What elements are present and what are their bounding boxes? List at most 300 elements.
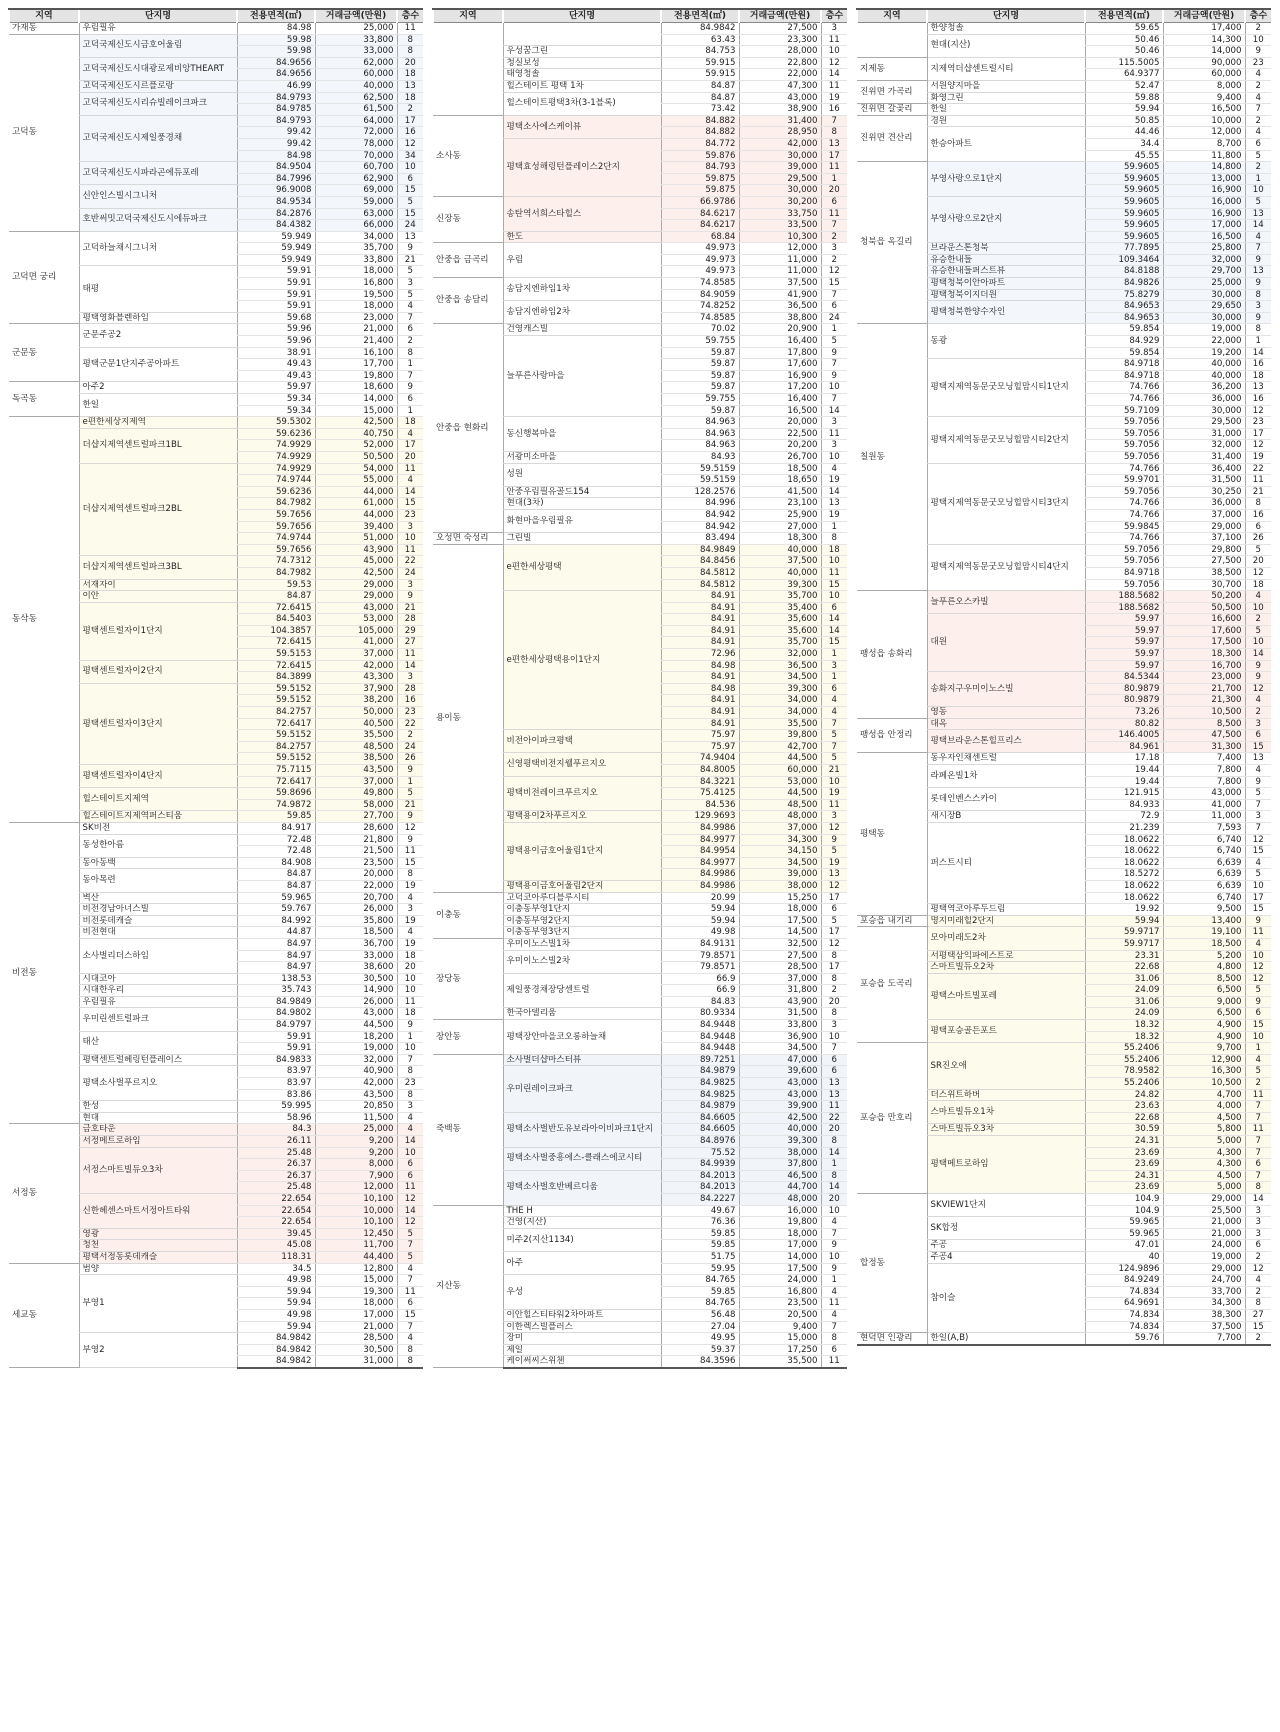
column-header: 단지명: [503, 9, 661, 23]
price-cell: 40,000: [315, 80, 397, 92]
complex-name-cell: 늘푸른오스카빌: [927, 591, 1085, 614]
price-cell: 12,000: [739, 243, 821, 255]
price-cell: 38,300: [1163, 1309, 1245, 1321]
floor-cell: 19: [821, 475, 847, 487]
area-cell: 18.0622: [1085, 846, 1163, 858]
table-column-3: [856, 8, 1271, 1346]
floor-cell: 15: [397, 185, 423, 197]
area-cell: 73.26: [1085, 707, 1163, 719]
floor-cell: 11: [821, 1298, 847, 1310]
floor-cell: 8: [1245, 324, 1271, 336]
price-cell: 37,000: [315, 776, 397, 788]
area-cell: 55.2406: [1085, 1078, 1163, 1090]
price-cell: 40,500: [315, 718, 397, 730]
price-cell: 17,700: [315, 359, 397, 371]
floor-cell: 4: [397, 1333, 423, 1345]
price-cell: 4,500: [1163, 1170, 1245, 1182]
price-cell: 17,000: [739, 1240, 821, 1252]
floor-cell: 10: [821, 46, 847, 58]
area-cell: 84.9825: [661, 1078, 739, 1090]
area-cell: 84.933: [1085, 799, 1163, 811]
column-header: 전용면적(㎡): [661, 9, 739, 23]
price-cell: 19,800: [315, 370, 397, 382]
price-cell: 38,900: [739, 104, 821, 116]
floor-cell: 11: [821, 428, 847, 440]
complex-name-cell: 부영1: [79, 1275, 237, 1333]
price-cell: 17,400: [1163, 23, 1245, 35]
floor-cell: 4: [1245, 127, 1271, 139]
area-cell: 84.9793: [237, 92, 315, 104]
floor-cell: 5: [1245, 1066, 1271, 1078]
complex-name-cell: 라페온빌1차: [927, 765, 1085, 788]
area-cell: 84.87: [661, 92, 739, 104]
price-cell: 18,600: [315, 382, 397, 394]
area-cell: 59.7056: [1085, 544, 1163, 556]
area-cell: 59.7656: [237, 521, 315, 533]
price-cell: 43,300: [315, 672, 397, 684]
area-cell: 46.99: [237, 80, 315, 92]
price-cell: 29,700: [1163, 266, 1245, 278]
area-cell: 59.5153: [237, 649, 315, 661]
price-cell: 43,900: [315, 544, 397, 556]
price-cell: 46,500: [739, 1170, 821, 1182]
area-cell: 30.59: [1085, 1124, 1163, 1136]
area-cell: 73.42: [661, 104, 739, 116]
price-cell: 43,900: [739, 996, 821, 1008]
complex-name-cell: 안중우림필유골드154: [503, 486, 661, 498]
price-cell: 55,000: [315, 475, 397, 487]
price-cell: 4,500: [1163, 1112, 1245, 1124]
area-cell: 84.6217: [661, 208, 739, 220]
area-cell: 84.765: [661, 1298, 739, 1310]
price-cell: 12,450: [315, 1228, 397, 1240]
floor-cell: 22: [397, 556, 423, 568]
region-cell: 팽성읍 송화리: [857, 591, 927, 719]
area-cell: 74.766: [1085, 509, 1163, 521]
floor-cell: 23: [397, 509, 423, 521]
price-cell: 25,900: [739, 509, 821, 521]
area-cell: 72.6415: [237, 660, 315, 672]
floor-cell: 21: [1245, 486, 1271, 498]
area-cell: 128.2576: [661, 486, 739, 498]
price-cell: 24,000: [1163, 1240, 1245, 1252]
area-cell: 59.94: [1085, 104, 1163, 116]
region-cell: 장안동: [433, 1020, 503, 1055]
area-cell: 84.9879: [661, 1101, 739, 1113]
floor-cell: 3: [397, 672, 423, 684]
area-cell: 22.654: [237, 1193, 315, 1205]
region-cell: 청북읍 옥길리: [857, 162, 927, 324]
price-cell: 34,000: [739, 707, 821, 719]
area-cell: 49.95: [661, 1333, 739, 1345]
region-cell: 칠원동: [857, 324, 927, 591]
area-cell: 84.753: [661, 46, 739, 58]
price-cell: 40,900: [315, 1066, 397, 1078]
floor-cell: 24: [397, 741, 423, 753]
area-cell: 72.6415: [237, 602, 315, 614]
area-cell: 74.766: [1085, 394, 1163, 406]
complex-name-cell: 미주2(지산1134): [503, 1228, 661, 1251]
floor-cell: 8: [1245, 1182, 1271, 1194]
floor-cell: 16: [1245, 509, 1271, 521]
area-cell: 23.31: [1085, 950, 1163, 962]
price-cell: 34,500: [739, 857, 821, 869]
price-cell: 4,000: [1163, 1101, 1245, 1113]
area-cell: 84.97: [237, 962, 315, 974]
price-cell: 25,500: [1163, 1205, 1245, 1217]
price-cell: 43,000: [1163, 788, 1245, 800]
floor-cell: 10: [1245, 1031, 1271, 1043]
floor-cell: 7: [1245, 799, 1271, 811]
price-cell: 28,500: [315, 1333, 397, 1345]
area-cell: 79.8571: [661, 962, 739, 974]
floor-cell: 9: [1245, 278, 1271, 290]
floor-cell: 7: [821, 115, 847, 127]
area-cell: 59.9717: [1085, 938, 1163, 950]
area-cell: 59.854: [1085, 347, 1163, 359]
area-cell: 84.9986: [661, 880, 739, 892]
price-cell: 37,900: [315, 683, 397, 695]
area-cell: 74.766: [1085, 463, 1163, 475]
complex-name-cell: 제일풍경채장당센트럴: [503, 973, 661, 1008]
price-cell: 10,500: [1163, 707, 1245, 719]
floor-cell: 19: [397, 915, 423, 927]
price-cell: 23,500: [739, 1298, 821, 1310]
area-cell: 84.9656: [237, 69, 315, 81]
complex-name-cell: 동성한아름: [79, 834, 237, 857]
price-cell: 51,000: [315, 533, 397, 545]
price-cell: 18,300: [1163, 649, 1245, 661]
complex-name-cell: 한도: [503, 231, 661, 243]
complex-name-cell: 소사벌리더스하임: [79, 938, 237, 973]
area-cell: 84.7982: [237, 498, 315, 510]
area-cell: 84.963: [661, 440, 739, 452]
floor-cell: 10: [821, 1251, 847, 1263]
floor-cell: 23: [397, 707, 423, 719]
area-cell: 84.6605: [661, 1124, 739, 1136]
floor-cell: 11: [1245, 1124, 1271, 1136]
floor-cell: 20: [397, 57, 423, 69]
price-cell: 17,000: [1163, 220, 1245, 232]
price-cell: 19,300: [315, 1286, 397, 1298]
complex-name-cell: 이충동부영2단지: [503, 915, 661, 927]
area-cell: 44.46: [1085, 127, 1163, 139]
complex-name-cell: 평택센트럴헤링턴플레이스: [79, 1054, 237, 1066]
price-cell: 34,500: [739, 1043, 821, 1055]
complex-name-cell: 평택효성해링턴플레이스2단지: [503, 138, 661, 196]
floor-cell: 1: [1245, 173, 1271, 185]
floor-cell: 9: [1245, 776, 1271, 788]
price-cell: 18,500: [1163, 938, 1245, 950]
complex-name-cell: 고덕국제신도시금호어울림: [79, 34, 237, 57]
price-cell: 90,000: [1163, 57, 1245, 69]
floor-cell: 8: [397, 1089, 423, 1101]
area-cell: 49.98: [237, 1309, 315, 1321]
floor-cell: 4: [397, 1124, 423, 1136]
price-cell: 22,500: [739, 428, 821, 440]
area-cell: 99.42: [237, 138, 315, 150]
area-cell: 75.52: [661, 1147, 739, 1159]
price-cell: 62,900: [315, 173, 397, 185]
area-cell: 84.9849: [237, 996, 315, 1008]
floor-cell: 6: [397, 394, 423, 406]
area-cell: 59.875: [661, 173, 739, 185]
table-row: [433, 243, 847, 255]
price-cell: 35,700: [739, 591, 821, 603]
complex-name-cell: 소사벌더샵마스터뷰: [503, 1054, 661, 1066]
floor-cell: 11: [1245, 475, 1271, 487]
area-cell: 59.96: [237, 324, 315, 336]
floor-cell: 34: [397, 150, 423, 162]
area-cell: 84.992: [237, 915, 315, 927]
area-cell: 23.63: [1085, 1101, 1163, 1113]
area-cell: 59.85: [661, 1286, 739, 1298]
floor-cell: 3: [821, 811, 847, 823]
complex-name-cell: 신안인스빌시그니처: [79, 185, 237, 208]
price-cell: 34,300: [1163, 1298, 1245, 1310]
price-cell: 21,000: [1163, 1217, 1245, 1229]
area-cell: 66.9786: [661, 196, 739, 208]
area-cell: 84.87: [237, 880, 315, 892]
region-cell: [433, 23, 503, 116]
area-cell: 84.9825: [661, 1089, 739, 1101]
price-cell: 11,000: [739, 266, 821, 278]
floor-cell: 1: [397, 359, 423, 371]
area-cell: 49.973: [661, 254, 739, 266]
area-cell: 59.37: [661, 1344, 739, 1356]
complex-name-cell: 고덕국제신도시파라곤에듀포레: [79, 162, 237, 185]
complex-name-cell: 이한렉스빌플러스: [503, 1321, 661, 1333]
price-cell: 37,000: [315, 649, 397, 661]
price-cell: 31,500: [1163, 475, 1245, 487]
price-cell: 19,800: [739, 1217, 821, 1229]
area-cell: 18.0622: [1085, 880, 1163, 892]
price-cell: 45,000: [315, 556, 397, 568]
region-cell: 죽백동: [433, 1054, 503, 1205]
area-cell: 17.18: [1085, 753, 1163, 765]
complex-name-cell: 현대(지산): [927, 34, 1085, 57]
floor-cell: 8: [1245, 1298, 1271, 1310]
table-row: [857, 1193, 1271, 1205]
floor-cell: 8: [397, 34, 423, 46]
complex-name-cell: 평택센트럴자이1단지: [79, 602, 237, 660]
price-cell: 35,500: [315, 730, 397, 742]
area-cell: 50.46: [1085, 34, 1163, 46]
area-cell: 84.9986: [661, 869, 739, 881]
floor-cell: 20: [821, 185, 847, 197]
complex-name-cell: 참이슬: [927, 1263, 1085, 1333]
area-cell: 84.9656: [237, 57, 315, 69]
floor-cell: 14: [821, 405, 847, 417]
floor-cell: 8: [397, 1066, 423, 1078]
region-cell: 안중읍 송담리: [433, 278, 503, 324]
complex-name-cell: 우미이노스빌2차: [503, 950, 661, 973]
floor-cell: 13: [821, 1089, 847, 1101]
price-cell: 34,150: [739, 846, 821, 858]
price-cell: 64,000: [315, 115, 397, 127]
floor-cell: 24: [821, 312, 847, 324]
price-cell: 14,900: [315, 985, 397, 997]
floor-cell: 17: [397, 440, 423, 452]
area-cell: 78.9582: [1085, 1066, 1163, 1078]
price-cell: 66,000: [315, 220, 397, 232]
floor-cell: 6: [397, 324, 423, 336]
complex-name-cell: 동아목련: [79, 869, 237, 892]
complex-name-cell: 동광: [927, 324, 1085, 359]
complex-name-cell: 더샵지제역센트럴파크1BL: [79, 428, 237, 463]
floor-cell: 15: [1245, 1020, 1271, 1032]
price-cell: 15,000: [315, 1275, 397, 1287]
area-cell: 66.9: [661, 973, 739, 985]
price-cell: 16,500: [1163, 104, 1245, 116]
complex-name-cell: 유승한내들퍼스트뷰: [927, 266, 1085, 278]
floor-cell: 12: [821, 938, 847, 950]
table-row: [433, 196, 847, 208]
area-cell: 25.48: [237, 1182, 315, 1194]
floor-cell: 2: [1245, 1251, 1271, 1263]
price-cell: 63,000: [315, 208, 397, 220]
price-cell: 37,100: [1163, 533, 1245, 545]
floor-cell: 17: [397, 115, 423, 127]
complex-name-cell: 동우자인채센트럴: [927, 753, 1085, 765]
area-cell: 47.01: [1085, 1240, 1163, 1252]
price-cell: 72,000: [315, 127, 397, 139]
area-cell: 59.5302: [237, 417, 315, 429]
area-cell: 59.97: [1085, 637, 1163, 649]
floor-cell: 10: [821, 591, 847, 603]
price-cell: 38,500: [315, 753, 397, 765]
floor-cell: 2: [821, 254, 847, 266]
area-cell: 23.69: [1085, 1182, 1163, 1194]
area-cell: 26.37: [237, 1159, 315, 1171]
price-cell: 11,500: [315, 1112, 397, 1124]
area-cell: 40: [1085, 1251, 1163, 1263]
floor-cell: 15: [397, 208, 423, 220]
price-cell: 23,000: [1163, 672, 1245, 684]
price-cell: 50,200: [1163, 591, 1245, 603]
floor-cell: 6: [821, 602, 847, 614]
transaction-table: [432, 8, 847, 1369]
column-header: 전용면적(㎡): [1085, 9, 1163, 23]
area-cell: 75.4125: [661, 788, 739, 800]
area-cell: 59.87: [661, 347, 739, 359]
region-cell: 합정동: [857, 1193, 927, 1332]
floor-cell: 9: [397, 382, 423, 394]
price-cell: 18,000: [739, 1228, 821, 1240]
complex-name-cell: 영동: [927, 707, 1085, 719]
price-cell: 26,000: [315, 904, 397, 916]
complex-name-cell: 힐스테이트평택3차(3-1블록): [503, 92, 661, 115]
region-cell: 현덕면 인광리: [857, 1333, 927, 1345]
price-cell: 31,000: [1163, 428, 1245, 440]
floor-cell: 10: [821, 556, 847, 568]
floor-cell: 27: [1245, 1309, 1271, 1321]
table-row: [9, 1124, 423, 1136]
price-cell: 58,000: [315, 799, 397, 811]
price-cell: 6,740: [1163, 892, 1245, 904]
complex-name-cell: 부영사랑으로1단지: [927, 162, 1085, 197]
area-cell: 59.91: [237, 1031, 315, 1043]
price-cell: 20,200: [739, 440, 821, 452]
area-cell: 59.94: [237, 1298, 315, 1310]
floor-cell: 6: [397, 1159, 423, 1171]
floor-cell: 17: [1245, 428, 1271, 440]
area-cell: 84.9842: [237, 1333, 315, 1345]
area-cell: 55.2406: [1085, 1054, 1163, 1066]
area-cell: 59.965: [237, 892, 315, 904]
complex-name-cell: 벽산: [79, 892, 237, 904]
area-cell: 84.91: [661, 614, 739, 626]
complex-name-cell: 비전롯데캐슬: [79, 915, 237, 927]
price-cell: 50,000: [315, 707, 397, 719]
area-cell: 59.949: [237, 243, 315, 255]
area-cell: 49.98: [237, 1275, 315, 1287]
floor-cell: 8: [397, 46, 423, 58]
price-cell: 41,000: [1163, 799, 1245, 811]
price-cell: 7,700: [1163, 1333, 1245, 1345]
column-header: 거래금액(만원): [739, 9, 821, 23]
floor-cell: 4: [1245, 231, 1271, 243]
price-cell: 4,900: [1163, 1031, 1245, 1043]
area-cell: 59.9605: [1085, 196, 1163, 208]
floor-cell: 9: [1245, 46, 1271, 58]
complex-name-cell: 서정스마트빌듀오3차: [79, 1147, 237, 1193]
region-cell: 소사동: [433, 115, 503, 196]
area-cell: 59.53: [237, 579, 315, 591]
floor-cell: 15: [821, 579, 847, 591]
floor-cell: 6: [821, 1066, 847, 1078]
price-cell: 7,800: [1163, 765, 1245, 777]
area-cell: 59.9605: [1085, 231, 1163, 243]
region-cell: 세교동: [9, 1263, 79, 1368]
price-cell: 14,800: [1163, 162, 1245, 174]
price-cell: 27,500: [739, 950, 821, 962]
floor-cell: 8: [821, 1008, 847, 1020]
floor-cell: 17: [821, 892, 847, 904]
area-cell: 74.8585: [661, 312, 739, 324]
area-cell: 22.654: [237, 1217, 315, 1229]
price-cell: 60,700: [315, 162, 397, 174]
price-cell: 9,200: [315, 1136, 397, 1148]
area-cell: 84.963: [661, 428, 739, 440]
area-cell: 24.31: [1085, 1170, 1163, 1182]
price-cell: 30,000: [1163, 312, 1245, 324]
price-cell: 39,400: [315, 521, 397, 533]
area-cell: 80.9334: [661, 1008, 739, 1020]
area-cell: 49.973: [661, 266, 739, 278]
price-cell: 37,000: [1163, 509, 1245, 521]
price-cell: 13,400: [1163, 915, 1245, 927]
floor-cell: 10: [821, 1205, 847, 1217]
area-cell: 84.536: [661, 799, 739, 811]
complex-name-cell: 이충동부영3단지: [503, 927, 661, 939]
price-cell: 38,200: [315, 695, 397, 707]
floor-cell: 3: [397, 579, 423, 591]
area-cell: 84.5812: [661, 579, 739, 591]
area-cell: 59.91: [237, 1043, 315, 1055]
column-header: 거래금액(만원): [315, 9, 397, 23]
floor-cell: 6: [397, 1170, 423, 1182]
floor-cell: 2: [1245, 1286, 1271, 1298]
area-cell: 59.915: [661, 69, 739, 81]
price-cell: 19,200: [1163, 347, 1245, 359]
price-cell: 38,000: [739, 1147, 821, 1159]
area-cell: 59.9845: [1085, 521, 1163, 533]
floor-cell: 5: [1245, 625, 1271, 637]
price-cell: 60,000: [1163, 69, 1245, 81]
floor-cell: 18: [397, 92, 423, 104]
complex-name-cell: 퍼스트시티: [927, 822, 1085, 903]
